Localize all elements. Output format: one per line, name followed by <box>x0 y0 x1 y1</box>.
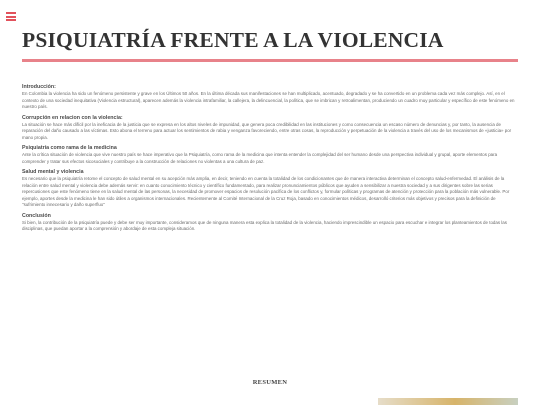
section-heading: Conclusión <box>22 212 51 219</box>
resumen-image <box>378 398 518 405</box>
section-heading: Salud mental y violencia <box>22 169 84 176</box>
hamburger-menu-icon[interactable] <box>6 12 16 21</box>
page-title: PSIQUIATRÍA FRENTE A LA VIOLENCIA <box>22 28 444 52</box>
hamburger-bar <box>6 19 16 21</box>
section-text: Ante la crítica situación de violencia que vive nuestro país se hace imperativo que la Psiquiatría, como rama de la medicina que intenta entender la complejidad del ser humano desde una perspectiva individual y grupal, aporte elementos para comprender y tratar sus efectos sicosociales y contribuye a la construcción de relaciones no violentas a una cultura de paz. <box>22 152 498 164</box>
section-heading: Introducción: <box>22 84 56 90</box>
section-introduccion <box>22 84 518 111</box>
hamburger-bar <box>6 16 16 18</box>
resumen-heading: RESUMEN <box>252 379 288 386</box>
section-psiquiatria-medicina <box>22 145 518 165</box>
title-divider <box>22 59 518 62</box>
section-text: La situación se hace más difícil por la ineficacia de la justicia que se expresa en los altos niveles de impunidad, que genera poca credibilidad en las instituciones y como consecuencia un escaso número de denuncias y, por tanto, la ausencia de reparación del daño causado a las víctimas. Esto abona el terreno para actuar los sentimientos de rabia y venganza favoreciendo, entre otras cosas, la reproducción y perpetuación de la violencia a través del uso de los mecanismos de «justicia» por mano propia. <box>22 121 512 140</box>
hamburger-bar <box>6 12 16 14</box>
section-salud-mental <box>22 169 518 209</box>
section-text: Es necesario que la psiquiatría retome el concepto de salud mental en su acepción más amplia, en decir, teniendo en cuenta la totalidad de los condicionantes que de manera interactiva determinan el concepto salud-enfermedad. El análisis de la relación entre salud mental y violencia debe además servir: en cuanto conocimiento técnico y científico fundamentado, para realizar pronunciamientos públicos que ayuden a sensibilizar a nuestra sociedad y a sus dirigentes sobre las serias repercusiones que este fenómeno tiene en la salud mental de las personas, la necesidad de promover espacios de resolución pacífica de los conflictos y, formular políticas y programas de atención y protección para la población más vulnerable. Por ejemplo, aportes desde la medicina le han sido útiles a organismos internacionales. Recientemente al Comité Internacional de la Cruz Roja, basado en conocimientos médicos, desarrolló criterios más objetivos y precisos para la definición de "sufrimiento innecesario y daño superfluo" <box>22 176 510 208</box>
section-corrupcion <box>22 115 518 142</box>
section-heading: Psiquiatría como rama de la medicina <box>22 145 117 152</box>
article-body <box>22 84 518 237</box>
section-heading: Corrupción en relacion con la violencia: <box>22 114 123 121</box>
section-text: Si bien, la contribución de la psiquiatría puede y debe ser muy importante, consideramos que de ninguna manera esta explica la totalidad de la violencia, haciendo imprescindible un espacio para escuchar e integrar los planteamientos de todas las disciplinas, que puedan aportar a la comprensión y abordaje de esta compleja situación. <box>22 219 507 232</box>
section-conclusion <box>22 213 518 233</box>
section-text: En Colombia la violencia ha sido un fenómeno persistente y grave en los Últimos 50 años. En la última década sus manifestaciones se han multiplicado, acentuado, degradado y se ha convertido en un problema cada vez más complejo. Así, en el contexto de una sociedad inequitativa (Violencia estructural), aparecen además la violencia intrafamiliar, la callejera, la delincuencial, la política, que se imbrican y retroalimentan, produciendo un cuadro muy particular y específico de este fenómeno en nuestro país. <box>22 91 515 110</box>
